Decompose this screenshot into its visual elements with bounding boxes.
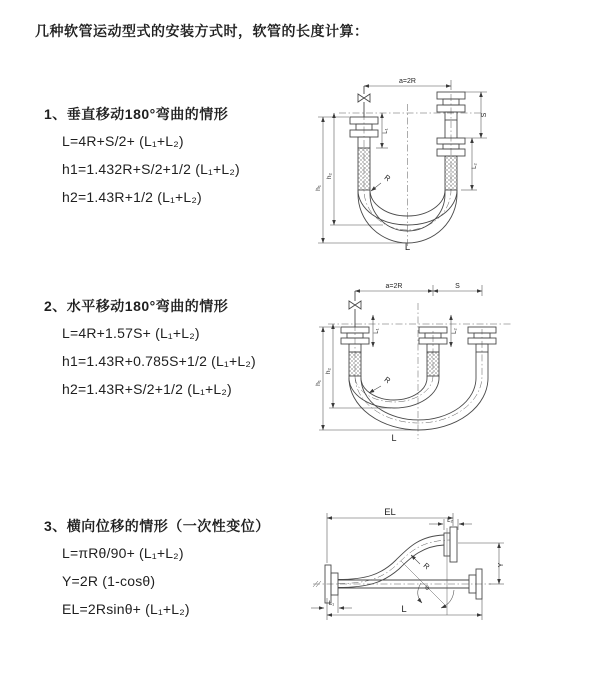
dim-label-radius: R [421,560,432,572]
page-title: 几种软管运动型式的安装方式时，软管的长度计算： [35,23,369,39]
dimension-fitting-left [373,315,380,347]
dim-label-span: EL [384,507,396,518]
dimension-offset [458,543,505,584]
dim-label-span: a=2R [399,78,416,85]
dimension-travel [433,283,482,296]
dim-label-length: L [404,242,411,253]
dim-label-fitting-left: L₁ [328,601,335,607]
dim-label-fitting-right: L₂ [447,518,453,524]
dim-label-length: L [391,433,397,443]
dimension-span [327,507,453,563]
section-3-formula-EL: EL=2Rsinθ+ (L₁+L₂) [62,601,190,617]
dim-label-h-outer: h₁ [315,185,322,191]
section-1-formula-h1: h1=1.432R+S/2+1/2 (L₁+L₂) [62,161,240,177]
angle-construction [401,528,454,615]
dimension-span [355,283,433,296]
dim-label-radius: R [382,374,393,386]
section-3-formula-Y: Y=2R (1-cosθ) [62,573,156,589]
dim-label-travel: S [481,112,488,118]
diagram-vertical-movement-180-bend [313,76,598,251]
section-2-formula-h1: h1=1.43R+0.785S+1/2 (L₁+L₂) [62,353,256,369]
dimension-fitting-left [311,595,352,613]
section-3-formula-L: L=πRθ/90+ (L₁+L₂) [62,545,184,561]
section-1-formula-L: L=4R+S/2+ (L₁+L₂) [62,133,184,149]
dimension-length [327,598,482,620]
dim-label-fitting-right: L₂ [452,328,458,334]
section-2-formula-L: L=4R+1.57S+ (L₁+L₂) [62,325,200,341]
flange-moving-end-lower [437,138,465,190]
valve-icon [358,86,370,117]
section-2-formula-h2: h2=1.43R+S/2+1/2 (L₁+L₂) [62,381,232,397]
dim-label-fitting-right: L₂ [472,163,478,169]
radius-callout [411,555,432,572]
dimension-travel [465,92,488,138]
dimension-fitting-right [461,138,478,190]
dim-label-fitting-left: L₁ [374,328,380,334]
radius-callout [371,173,393,191]
dim-label-radius: R [382,172,393,184]
section-1-formula-h2: h2=1.43R+1/2 (L₁+L₂) [62,189,202,205]
dim-label-travel: S [455,283,460,290]
radius-callout [369,375,393,393]
dim-label-h-inner: h₂ [326,172,333,180]
dimension-fitting-right [451,315,458,347]
section-3-heading: 3、横向位移的情形（一次性变位） [44,518,270,534]
dim-label-fitting-left: L₁ [383,128,389,134]
flange-displaced-position [444,527,457,562]
dim-label-h-outer: h₁ [315,380,322,386]
dim-label-offset: Y [498,562,505,568]
valve-icon [349,291,361,327]
section-2-heading: 2、水平移动180°弯曲的情形 [44,298,229,314]
hose-u-bend [349,376,488,430]
section-1-heading: 1、垂直移动180°弯曲的情形 [44,106,229,122]
dim-label-angle: θ [425,585,429,592]
dim-label-span: a=2R [385,283,403,290]
dim-label-length: L [401,604,407,615]
dimension-span [364,78,451,90]
dimension-h-outer [315,327,416,430]
dimension-fitting-right [429,518,472,530]
diagram-lateral-displacement [303,503,598,658]
diagram-horizontal-movement-180-bend [316,281,598,451]
dim-label-h-inner: h₂ [325,367,332,375]
